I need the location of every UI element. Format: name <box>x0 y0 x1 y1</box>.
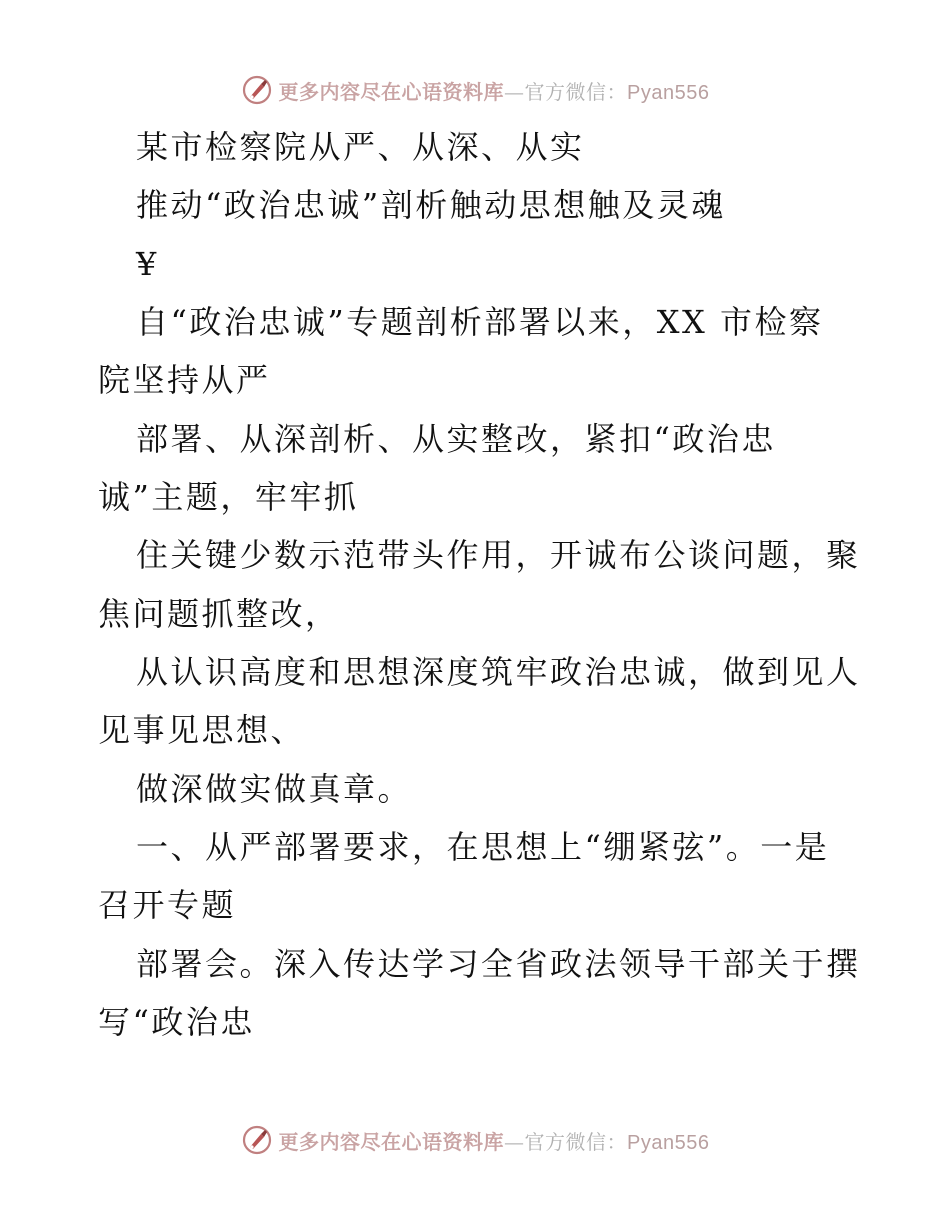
footer-watermark <box>0 1120 950 1160</box>
paragraph-line: 部署、从深剖析、从实整改，紧扣“政治忠 <box>136 420 776 458</box>
paragraph-line: 住关键少数示范带头作用，开诚布公谈问题，聚 <box>136 536 861 574</box>
paragraph-line: 焦问题抓整改， <box>98 595 340 633</box>
paragraph-line: 诚”主题，牢牢抓 <box>98 478 359 516</box>
paragraph-line: 部署会。深入传达学习全省政法领导干部关于撰 <box>136 945 861 983</box>
watermark-separator: — <box>504 1129 525 1154</box>
pen-nib-logo-icon <box>241 1124 273 1156</box>
paragraph-line: 召开专题 <box>98 886 237 924</box>
watermark-text: 更多内容尽在心语资料库 <box>278 79 505 104</box>
section-heading-line: 一、从严部署要求，在思想上“绷紧弦”。一是 <box>136 828 830 866</box>
header-watermark <box>0 70 950 110</box>
title-line-1: 某市检察院从严、从深、从实 <box>136 128 585 166</box>
paragraph-line: 从认识高度和思想深度筑牢政治忠诚，做到见人 <box>136 653 861 691</box>
watermark-separator: — <box>504 79 525 104</box>
watermark-text: 更多内容尽在心语资料库 <box>278 1129 505 1154</box>
watermark-handle: Pyan556 <box>627 1131 710 1154</box>
symbol-line: ¥ <box>136 245 159 283</box>
title-line-2: 推动“政治忠诚”剖析触动思想触及灵魂 <box>136 186 726 224</box>
paragraph-line: 写“政治忠 <box>98 1003 255 1041</box>
pen-nib-logo-icon <box>241 74 273 106</box>
paragraph-line: 见事见思想、 <box>98 711 306 749</box>
watermark-official-label: 官方微信： <box>524 1129 628 1154</box>
paragraph-line: 自“政治忠诚”专题剖析部署以来，XX 市检察 <box>136 303 824 341</box>
watermark-handle: Pyan556 <box>627 81 710 104</box>
watermark-official-label: 官方微信： <box>524 79 628 104</box>
paragraph-line: 院坚持从严 <box>98 361 271 399</box>
paragraph-line: 做深做实做真章。 <box>136 770 413 808</box>
